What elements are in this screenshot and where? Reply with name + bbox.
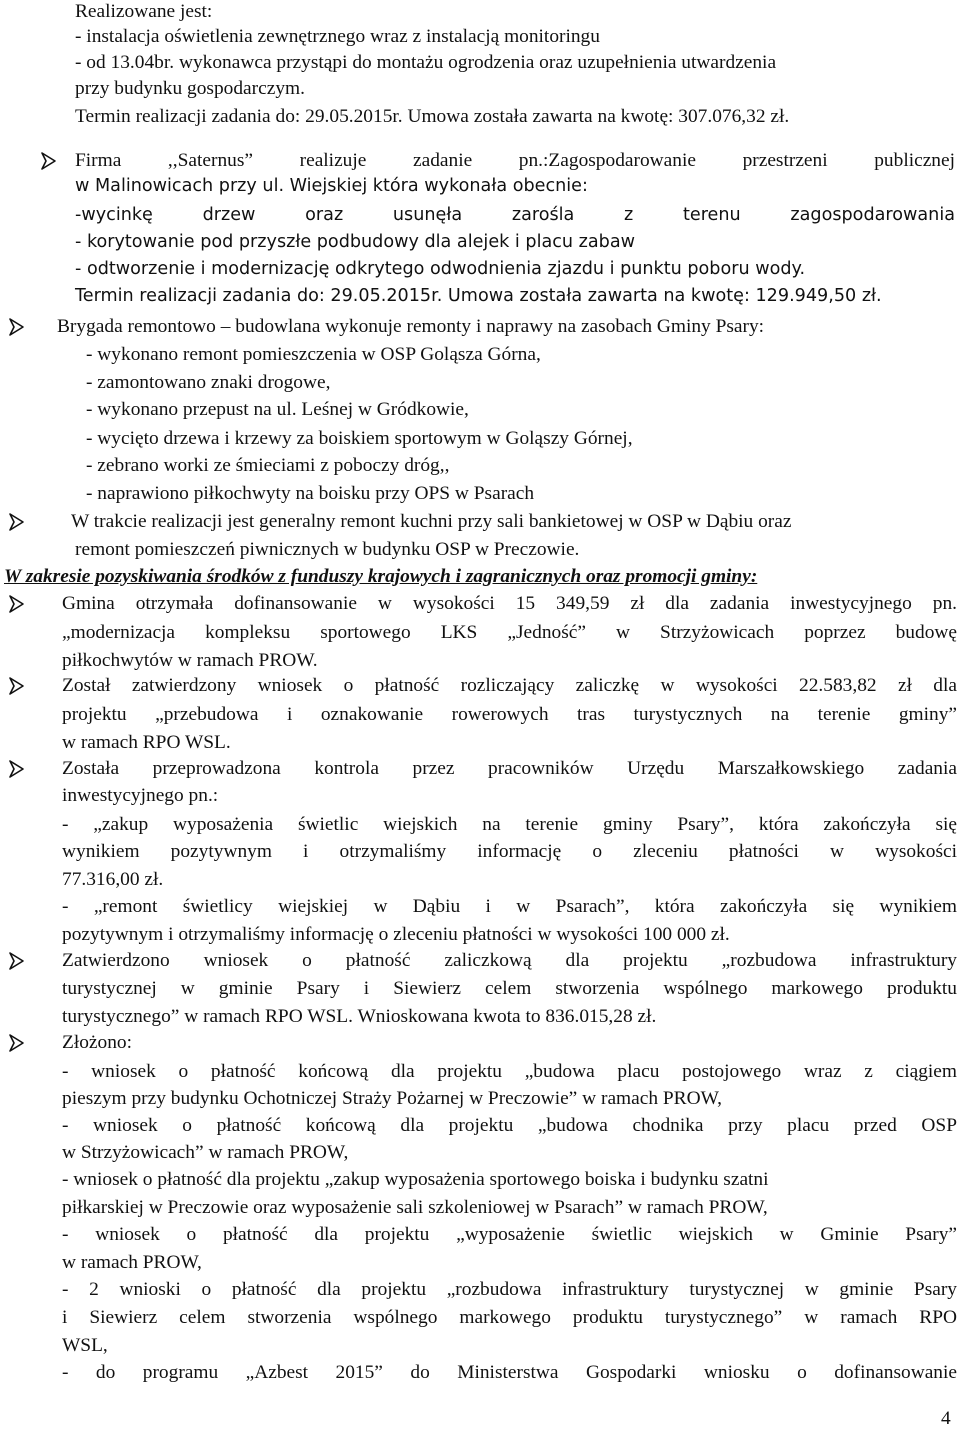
- arrowhead-bullet-icon: [8, 951, 25, 971]
- text-line: w Malinowicach przy ul. Wiejskiej która wykonała obecnie:: [75, 176, 588, 196]
- text-line: turystycznej w gminie Psary i Siewierz celem stworzenia wspólnego markowego produktu: [62, 978, 957, 999]
- arrowhead-bullet-icon: [8, 594, 25, 614]
- text-line: W trakcie realizacji jest generalny remont kuchni przy sali bankietowej w OSP w Dąbiu oraz: [71, 511, 792, 532]
- text-line: - instalacja oświetlenia zewnętrznego wraz z instalacją monitoringu: [75, 26, 600, 47]
- text-line: w Strzyżowicach” w ramach PROW,: [62, 1142, 349, 1163]
- arrowhead-bullet-icon: [8, 1033, 25, 1053]
- arrowhead-bullet-icon: [8, 759, 25, 779]
- text-line: wynikiem pozytywnym i otrzymaliśmy informację o zleceniu płatności w wysokości: [62, 841, 957, 862]
- text-line: - zebrano worki ze śmieciami z poboczy dróg,,: [86, 455, 450, 476]
- text-line: 77.316,00 zł.: [62, 869, 164, 890]
- text-line: pieszym przy budynku Ochotniczej Straży Pożarnej w Preczowie” w ramach PROW,: [62, 1088, 722, 1109]
- text-line: - od 13.04br. wykonawca przystąpi do montażu ogrodzenia oraz uzupełnienia utwardzenia: [75, 52, 777, 73]
- text-line: przy budynku gospodarczym.: [75, 78, 305, 99]
- text-line: pozytywnym i otrzymaliśmy informację o zleceniu płatności w wysokości 100 000 zł.: [62, 924, 730, 945]
- text-line: Realizowane jest:: [75, 1, 213, 22]
- arrowhead-bullet-icon: [8, 317, 25, 337]
- text-line: Brygada remontowo – budowlana wykonuje remonty i naprawy na zasobach Gminy Psary:: [57, 316, 765, 337]
- arrowhead-bullet-icon: [8, 512, 25, 532]
- text-line: projektu „przebudowa i oznakowanie rowerowych tras turystycznych na terenie gminy”: [62, 704, 957, 725]
- text-line: - wniosek o płatność końcową dla projektu „budowa chodnika przy placu przed OSP: [62, 1115, 957, 1136]
- text-line: - wniosek o płatność dla projektu „zakup wyposażenia sportowego boiska i budynku szatni: [62, 1169, 769, 1190]
- text-line: Został zatwierdzony wniosek o płatność rozliczający zaliczkę w wysokości 22.583,82 zł dla: [62, 675, 957, 696]
- text-line: w ramach RPO WSL.: [62, 732, 231, 753]
- text-line: - wykonano przepust na ul. Leśnej w Gródkowie,: [86, 399, 469, 420]
- text-line: piłkarskiej w Preczowie oraz wyposażenie sali szkoleniowej w Psarach” w ramach PROW,: [62, 1197, 768, 1218]
- text-line: Firma ,,Saternus” realizuje zadanie pn.:Zagospodarowanie przestrzeni publicznej: [75, 150, 955, 171]
- text-line: - wniosek o płatność dla projektu „wyposażenie świetlic wiejskich w Gminie Psary”: [62, 1224, 957, 1245]
- text-line: - odtworzenie i modernizację odkrytego odwodnienia zjazdu i punktu poboru wody.: [75, 259, 806, 279]
- text-line: inwestycyjnego pn.:: [62, 785, 219, 806]
- text-line: turystycznego” w ramach RPO WSL. Wnioskowana kwota to 836.015,28 zł.: [62, 1006, 657, 1027]
- text-line: - zamontowano znaki drogowe,: [86, 372, 331, 393]
- text-line: - 2 wnioski o płatność dla projektu „rozbudowa infrastruktury turystycznej w gminie Psary: [62, 1279, 957, 1300]
- page-number: 4: [941, 1408, 951, 1429]
- text-line: „modernizacja kompleksu sportowego LKS „Jedność” w Strzyżowicach poprzez budowę: [62, 622, 957, 643]
- text-line: - naprawiono piłkochwyty na boisku przy OPS w Psarach: [86, 483, 535, 504]
- text-line: Złożono:: [62, 1032, 133, 1053]
- text-line: - „zakup wyposażenia świetlic wiejskich na terenie gminy Psary”, która zakończyła się: [62, 814, 957, 835]
- text-line: Termin realizacji zadania do: 29.05.2015r. Umowa została zawarta na kwotę: 129.949,50 zł.: [75, 286, 882, 306]
- text-line: WSL,: [62, 1335, 108, 1356]
- arrowhead-bullet-icon: [8, 676, 25, 696]
- text-line: - wycięto drzewa i krzewy za boiskiem sportowym w Goląszy Górnej,: [86, 428, 633, 449]
- text-line: remont pomieszczeń piwnicznych w budynku OSP w Preczowie.: [75, 539, 580, 560]
- text-line: Gmina otrzymała dofinansowanie w wysokości 15 349,59 zł dla zadania inwestycyjnego pn.: [62, 593, 957, 614]
- text-line: piłkochwytów w ramach PROW.: [62, 650, 318, 671]
- text-line: Została przeprowadzona kontrola przez pracowników Urzędu Marszałkowskiego zadania: [62, 758, 957, 779]
- text-line: - „remont świetlicy wiejskiej w Dąbiu i w Psarach”, która zakończyła się wynikiem: [62, 896, 957, 917]
- text-line: i Siewierz celem stworzenia wspólnego markowego produktu turystycznego” w ramach RPO: [62, 1307, 957, 1328]
- text-line: - wniosek o płatność końcową dla projektu „budowa placu postojowego wraz z ciągiem: [62, 1061, 957, 1082]
- text-line: Termin realizacji zadania do: 29.05.2015r. Umowa została zawarta na kwotę: 307.076,32 zł.: [75, 106, 790, 127]
- text-line: w ramach PROW,: [62, 1252, 202, 1273]
- arrowhead-bullet-icon: [40, 151, 57, 171]
- text-line: - wykonano remont pomieszczenia w OSP Goląsza Górna,: [86, 344, 541, 365]
- text-line: Zatwierdzono wniosek o płatność zaliczkową dla projektu „rozbudowa infrastruktury: [62, 950, 957, 971]
- text-line: -wycinkę drzew oraz usunęła zarośla z terenu zagospodarowania: [75, 205, 955, 225]
- text-line: - do programu „Azbest 2015” do Ministerstwa Gospodarki wniosku o dofinansowanie: [62, 1362, 957, 1383]
- section-heading: W zakresie pozyskiwania środków z funduszy krajowych i zagranicznych oraz promocji gminy:: [4, 566, 758, 587]
- text-line: - korytowanie pod przyszłe podbudowy dla alejek i placu zabaw: [75, 232, 636, 252]
